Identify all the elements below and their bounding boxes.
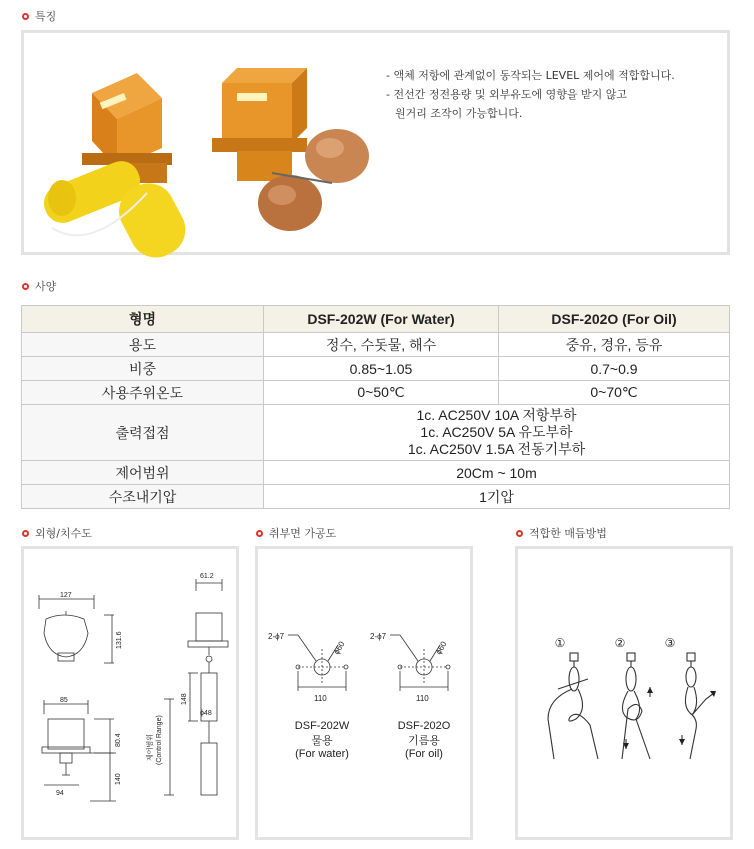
width-label-o: 110 xyxy=(416,694,429,703)
row-label: 출력접점 xyxy=(22,405,264,461)
step-3-label: ③ xyxy=(664,636,676,650)
width-label-w: 110 xyxy=(314,694,327,703)
dia-label-o: ϕ60 xyxy=(433,639,449,656)
cell-oil: 0~70℃ xyxy=(499,381,730,405)
model-w: DSF-202W xyxy=(294,720,350,732)
step-2-label: ② xyxy=(614,636,626,650)
row-label: 수조내기압 xyxy=(22,485,264,509)
row-label: 제어범위 xyxy=(22,461,264,485)
row-label: 비중 xyxy=(22,357,264,381)
section-title-features xyxy=(22,8,56,24)
dim-61-2: 61.2 xyxy=(200,573,214,580)
dim-131-6: 131.6 xyxy=(116,631,123,649)
cell-pressure: 1기압 xyxy=(264,485,730,509)
table-row xyxy=(22,357,730,381)
header-model: 형명 xyxy=(22,306,264,333)
cell-oil: 중유, 경유, 등유 xyxy=(499,333,730,357)
cell-oil: 0.7~0.9 xyxy=(499,357,730,381)
table-row xyxy=(22,485,730,509)
section-label: 적합한 매듭방법 xyxy=(529,527,607,540)
spec-header-row xyxy=(22,306,730,333)
use-en-o: (For oil) xyxy=(405,748,443,760)
cell-water: 정수, 수돗물, 해수 xyxy=(264,333,499,357)
dim-phi48: ϕ48 xyxy=(200,710,212,717)
hole-label-o: 2-ϕ7 xyxy=(370,632,387,641)
cell-output xyxy=(264,405,730,461)
dim-80-4: 80.4 xyxy=(115,733,122,747)
section-label: 특징 xyxy=(35,10,57,23)
table-row xyxy=(22,381,730,405)
spec-table xyxy=(21,305,730,509)
panel-cut-drawing xyxy=(258,549,470,837)
row-label: 용도 xyxy=(22,333,264,357)
section-title-dimensions xyxy=(22,525,92,541)
features-text xyxy=(386,66,675,123)
section-label: 외형/치수도 xyxy=(35,527,92,540)
dim-94: 94 xyxy=(56,790,64,797)
section-title-spec xyxy=(22,278,56,294)
yellow-float xyxy=(39,156,195,263)
hole-label-w: 2-ϕ7 xyxy=(268,632,285,641)
dim-127: 127 xyxy=(60,592,72,599)
feature-line: - 액체 저항에 관계없이 동작되는 LEVEL 제어에 적합합니다. xyxy=(386,69,675,82)
dim-140: 140 xyxy=(115,773,122,785)
bullet-icon xyxy=(516,530,523,537)
section-label: 사양 xyxy=(35,280,57,293)
bullet-icon xyxy=(22,283,29,290)
feature-line: 원거리 조작이 가능합니다. xyxy=(395,107,523,120)
table-row xyxy=(22,333,730,357)
dim-148: 148 xyxy=(181,693,188,705)
knot-step-3 xyxy=(682,653,714,759)
bullet-icon xyxy=(256,530,263,537)
section-label: 취부면 가공도 xyxy=(269,527,337,540)
model-o: DSF-202O xyxy=(397,720,451,732)
switch-box-right xyxy=(212,68,307,181)
use-w: 물용 xyxy=(311,735,333,747)
cell-water: 0~50℃ xyxy=(264,381,499,405)
dim-85: 85 xyxy=(60,697,68,704)
section-title-panel-cut xyxy=(256,525,336,541)
row-label: 사용주위온도 xyxy=(22,381,264,405)
bullet-icon xyxy=(22,530,29,537)
output-line: 1c. AC250V 5A 유도부하 xyxy=(420,424,573,440)
hanging-box xyxy=(515,546,733,840)
use-en-w: (For water) xyxy=(295,748,349,760)
panel-cut-box xyxy=(255,546,473,840)
step-1-label: ① xyxy=(554,636,566,650)
table-row xyxy=(22,405,730,461)
feature-line: - 전선간 정전용량 및 외부유도에 영향을 받지 않고 xyxy=(386,88,627,101)
output-line: 1c. AC250V 10A 저항부하 xyxy=(416,407,577,423)
dimension-drawing xyxy=(24,549,236,837)
cell-water: 0.85~1.05 xyxy=(264,357,499,381)
dia-label-w: ϕ60 xyxy=(331,639,347,656)
control-range-en: (Control Range) xyxy=(156,715,163,765)
control-range-kr: 제어범위 xyxy=(147,733,154,761)
product-photo xyxy=(32,53,372,263)
output-line: 1c. AC250V 1.5A 전동기부하 xyxy=(407,441,586,457)
cell-range: 20Cm ~ 10m xyxy=(264,461,730,485)
dimensions-box xyxy=(21,546,239,840)
use-o: 기름용 xyxy=(408,735,440,747)
section-title-hanging xyxy=(516,525,607,541)
header-oil: DSF-202O (For Oil) xyxy=(499,306,730,333)
bullet-icon xyxy=(22,13,29,20)
features-box xyxy=(21,30,730,255)
hanging-drawing xyxy=(518,549,730,837)
header-water: DSF-202W (For Water) xyxy=(264,306,499,333)
knot-step-1 xyxy=(548,653,598,759)
table-row xyxy=(22,461,730,485)
